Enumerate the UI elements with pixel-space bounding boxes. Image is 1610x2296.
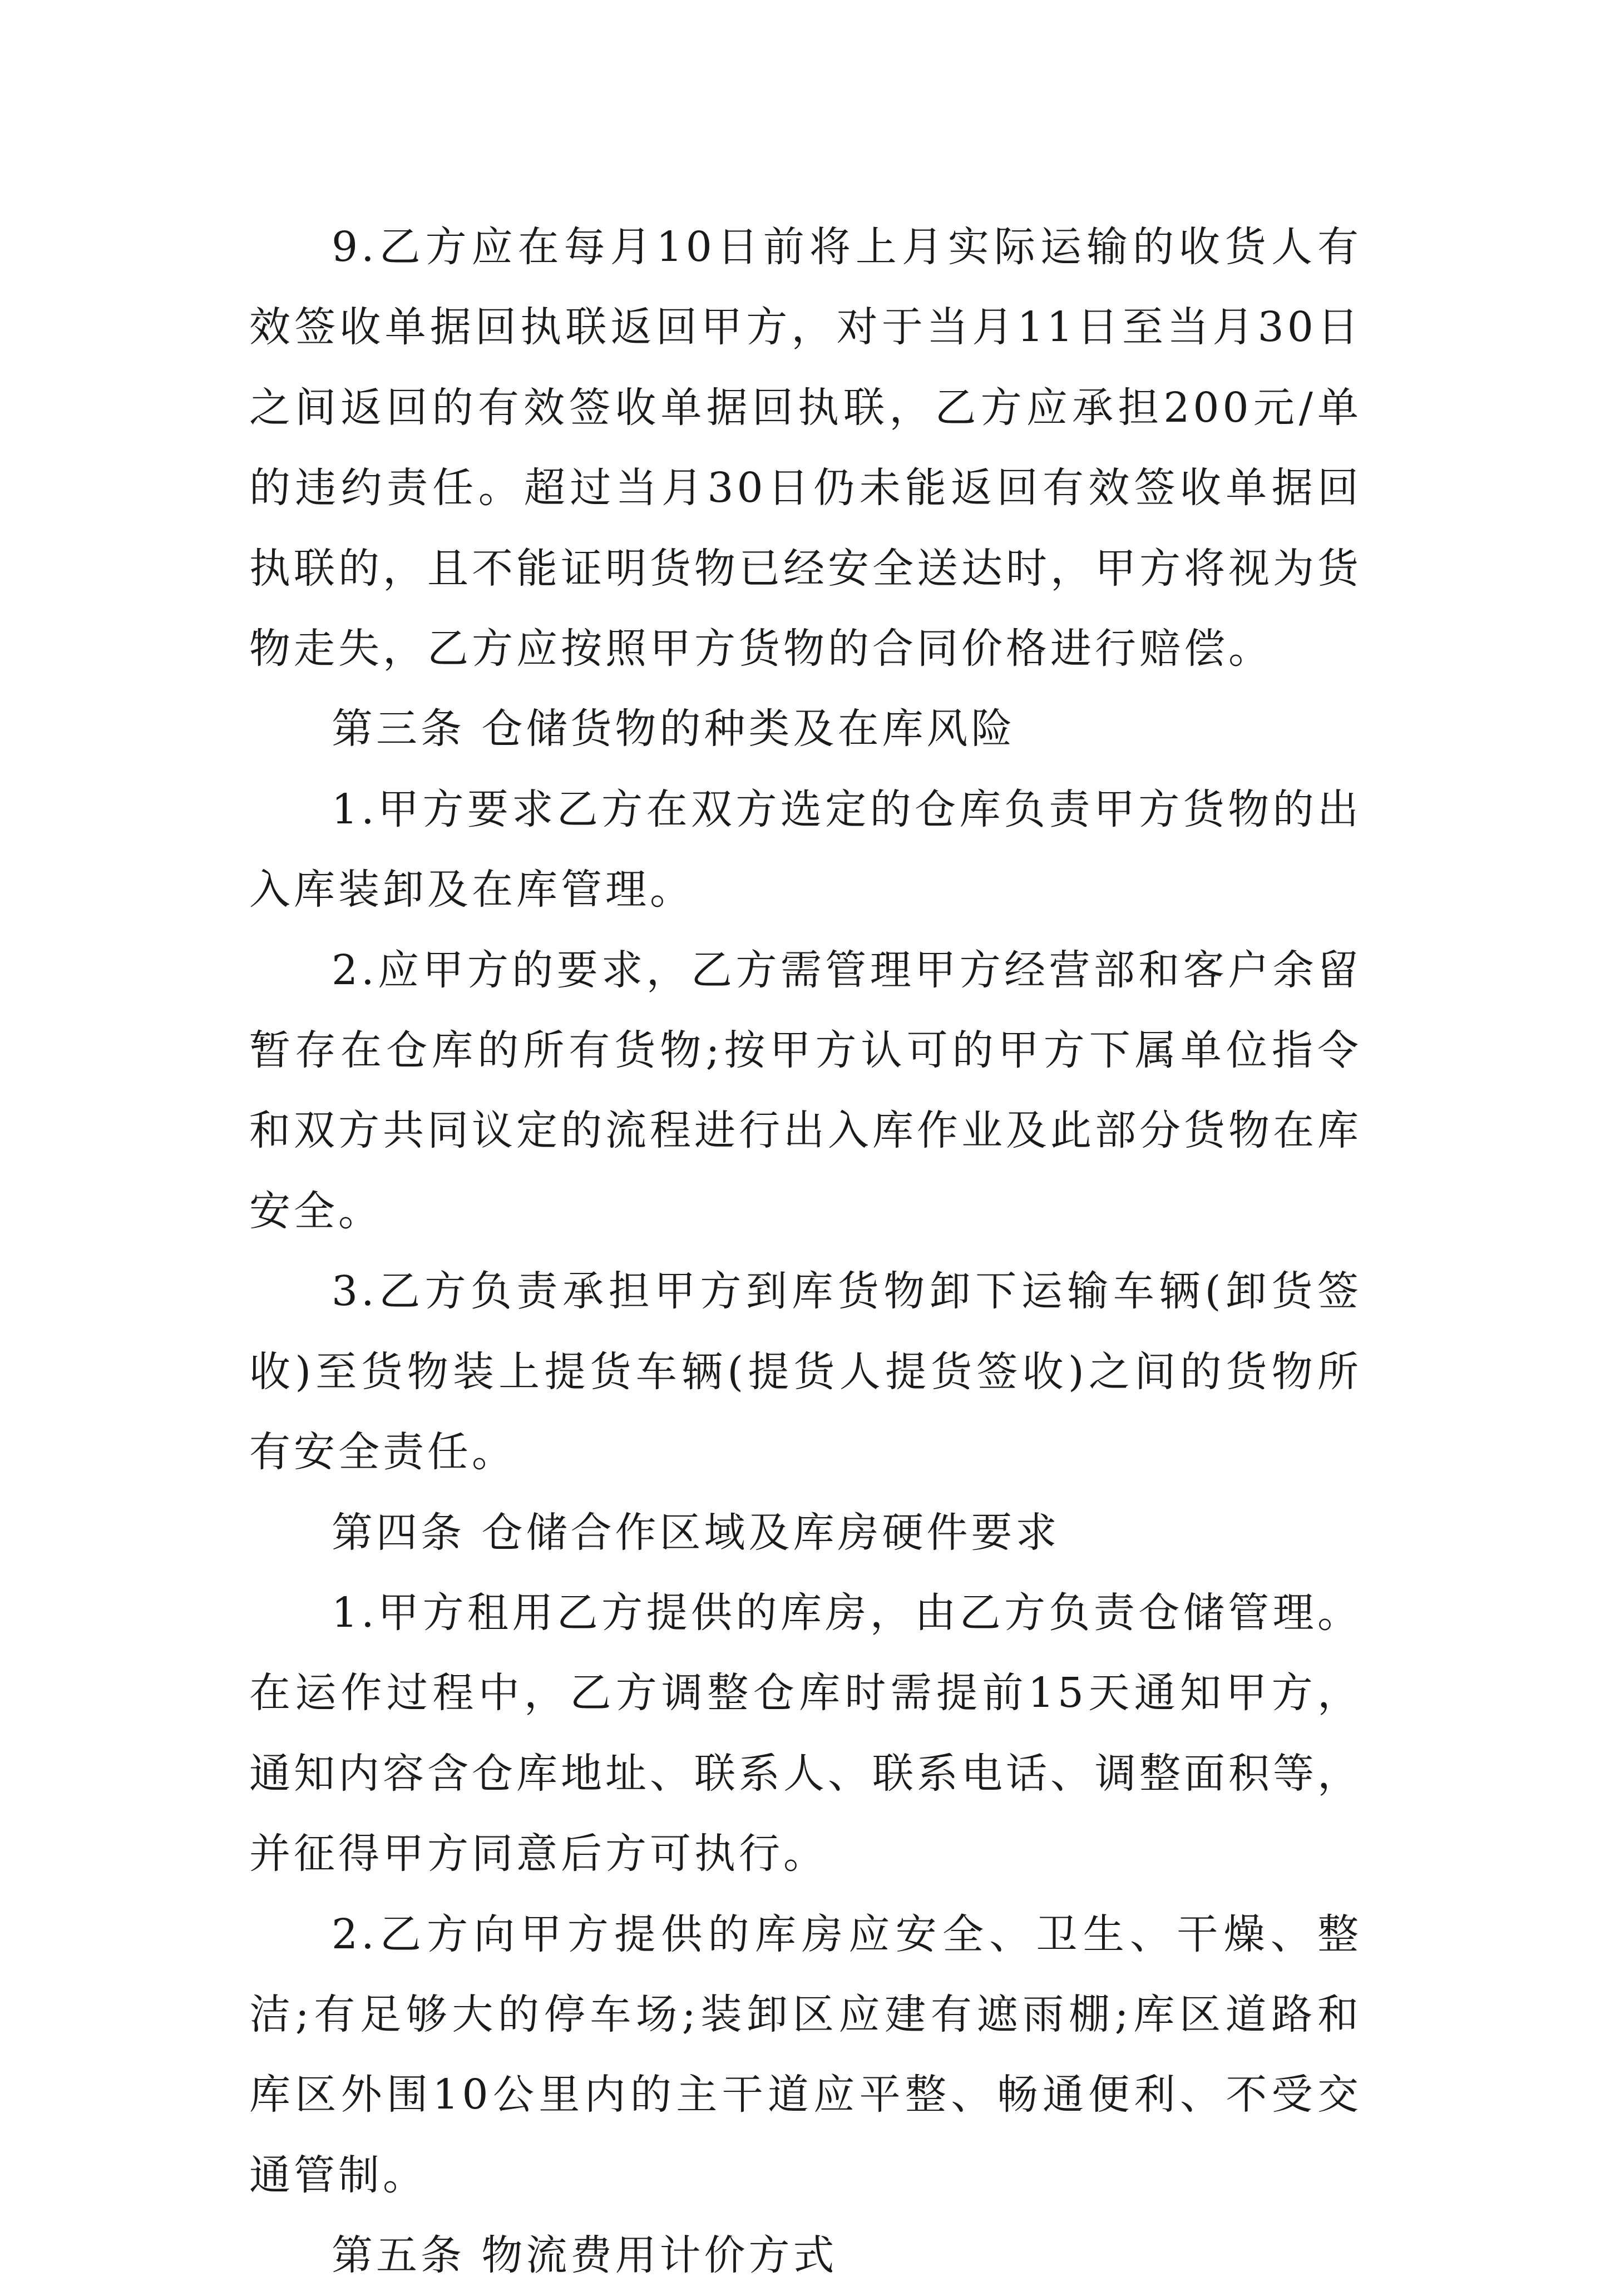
article-3-heading: 第三条 仓储货物的种类及在库风险: [332, 705, 1016, 753]
document-body: [249, 207, 1362, 2296]
article-4-heading: 第四条 仓储合作区域及库房硬件要求: [332, 1508, 1060, 1557]
article-3-item-1: 1.甲方要求乙方在双方选定的仓库负责甲方货物的出入库装卸及在库管理。: [249, 785, 1362, 914]
article-5-heading: 第五条 物流费用计价方式: [332, 2231, 838, 2280]
article-4-item-1: 1.甲方租用乙方提供的库房，由乙方负责仓储管理。在运作过程中，乙方调整仓库时需提前15天通知甲方，通知内容含仓库地址、联系人、联系电话、调整面积等，并征得甲方同意后方可执行。: [249, 1588, 1362, 1878]
article-3-item-3: 3.乙方负责承担甲方到库货物卸下运输车辆(卸货签收)至货物装上提货车辆(提货人提货签收)之间的货物所有安全责任。: [249, 1267, 1362, 1477]
article-4-item-2: 2.乙方向甲方提供的库房应安全、卫生、干燥、整洁;有足够大的停车场;装卸区应建有遮雨棚;库区道路和库区外围10公里内的主干道应平整、畅通便利、不受交通管制。: [249, 1910, 1362, 2199]
article-3-item-2: 2.应甲方的要求，乙方需管理甲方经营部和客户余留暂存在仓库的所有货物;按甲方认可的甲方下属单位指令和双方共同议定的流程进行出入库作业及此部分货物在库安全。: [249, 946, 1362, 1235]
clause-paragraph-9: 9.乙方应在每月10日前将上月实际运输的收货人有效签收单据回执联返回甲方，对于当月11日至当月30日之间返回的有效签收单据回执联，乙方应承担200元/单的违约责任。超过当月30日仍未能返回有效签收单据回执联的，且不能证明货物已经安全送达时，甲方将视为货物走失，乙方应按照甲方货物的合同价格进行赔偿。: [249, 223, 1362, 673]
